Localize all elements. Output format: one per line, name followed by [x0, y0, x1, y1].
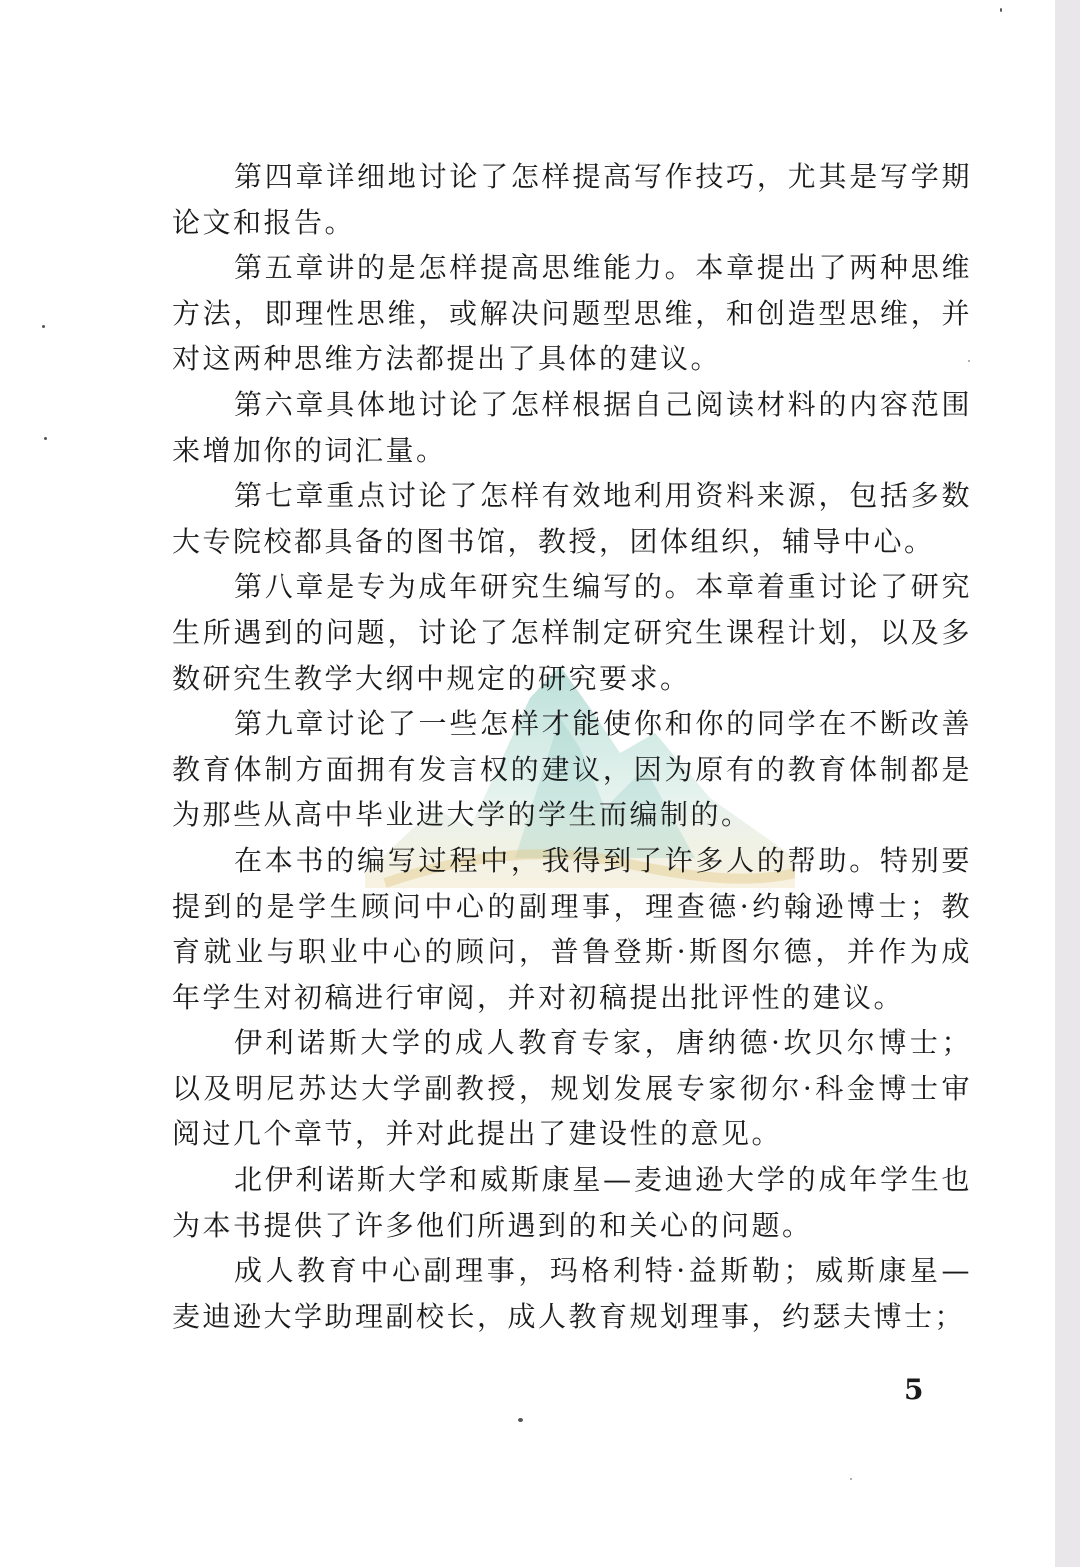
- scan-speck: [42, 325, 45, 328]
- paragraph-staff: 成人教育中心副理事，玛格利特·益斯勒；威斯康星—麦迪逊大学助理副校长，成人教育规划理事，约瑟夫博士；: [172, 1254, 972, 1333]
- paragraph-chapter-8: 第八章是专为成年研究生编写的。本章着重讨论了研究生所遇到的问题，讨论了怎样制定研究生课程计划，以及多数研究生教学大纲中规定的研究要求。: [172, 570, 972, 695]
- paragraph-chapter-4: 第四章详细地讨论了怎样提高写作技巧，尤其是写学期论文和报告。: [172, 160, 972, 239]
- scan-speck: [1000, 8, 1002, 12]
- body-text: [172, 154, 972, 1339]
- viewer-margin: [1055, 0, 1080, 1567]
- paragraph-acknowledgements: 在本书的编写过程中，我得到了许多人的帮助。特别要提到的是学生顾问中心的副理事，理查德·约翰逊博士；教育就业与职业中心的顾问，普鲁登斯·斯图尔德，并作为成年学生对初稿进行审阅，并对初稿提出批评性的建议。: [172, 843, 972, 1014]
- paragraph-reviewers: 伊利诺斯大学的成人教育专家，唐纳德·坎贝尔博士；以及明尼苏达大学副教授，规划发展专家彻尔·科金博士审阅过几个章节，并对此提出了建设性的意见。: [172, 1026, 972, 1151]
- scan-speck: [44, 437, 47, 440]
- paragraph-adult-students: 北伊利诺斯大学和威斯康星—麦迪逊大学的成年学生也为本书提供了许多他们所遇到的和关心的问题。: [172, 1163, 972, 1242]
- scan-speck: [850, 1478, 852, 1480]
- page-number: 5: [904, 1373, 924, 1406]
- scan-speck: [518, 1418, 523, 1422]
- paragraph-chapter-6: 第六章具体地讨论了怎样根据自己阅读材料的内容范围来增加你的词汇量。: [172, 387, 972, 467]
- paragraph-chapter-7: 第七章重点讨论了怎样有效地利用资料来源，包括多数大专院校都具备的图书馆，教授，团体组织，辅导中心。: [172, 479, 972, 558]
- paragraph-chapter-9: 第九章讨论了一些怎样才能使你和你的同学在不断改善教育体制方面拥有发言权的建议，因为原有的教育体制都是为那些从高中毕业进大学的学生而编制的。: [172, 707, 972, 832]
- scan-speck: [968, 360, 970, 362]
- paragraph-chapter-5: 第五章讲的是怎样提高思维能力。本章提出了两种思维方法，即理性思维，或解决问题型思维，和创造型思维，并对这两种思维方法都提出了具体的建议。: [172, 251, 972, 376]
